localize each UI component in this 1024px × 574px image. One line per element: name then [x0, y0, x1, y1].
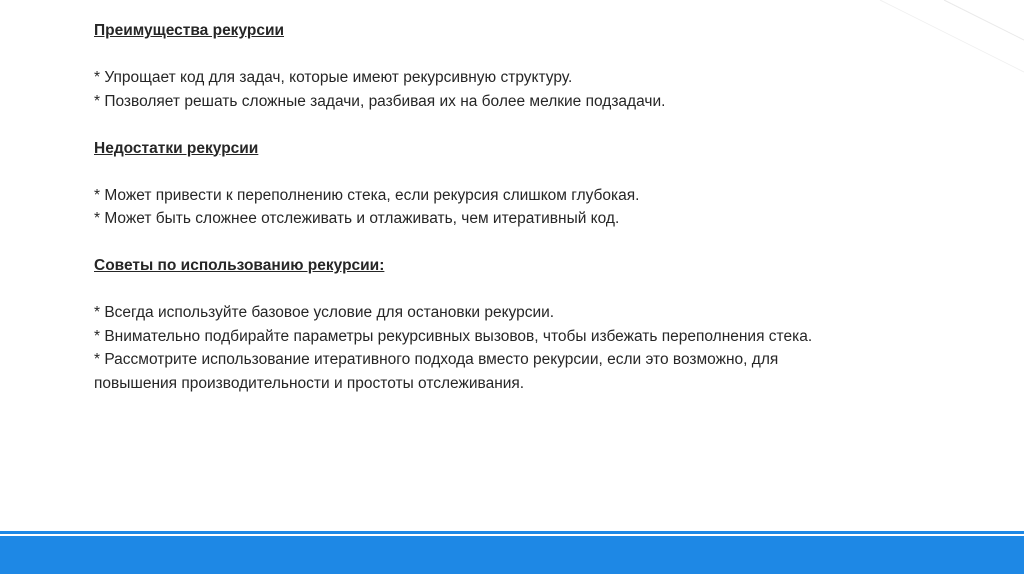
spacer — [94, 113, 994, 137]
spacer — [94, 278, 994, 302]
tips-item-1: * Всегда используйте базовое условие для остановки рекурсии. — [94, 304, 555, 321]
section-heading-advantages: Преимущества рекурсии — [94, 22, 285, 39]
disadvantages-item-2: * Может быть сложнее отслеживать и отлаживать, чем итеративный код. — [94, 210, 620, 227]
spacer — [94, 43, 994, 67]
section-heading-disadvantages: Недостатки рекурсии — [94, 139, 259, 157]
advantages-item-1: * Упрощает код для задач, которые имеют рекурсивную структуру. — [94, 69, 573, 86]
footer-bar — [0, 536, 1024, 574]
section-heading-tips: Советы по использованию рекурсии: — [94, 257, 385, 274]
footer-accent-line — [0, 531, 1024, 534]
disadvantages-item-1: * Может привести к переполнению стека, если рекурсия слишком глубокая. — [94, 186, 640, 204]
spacer — [94, 231, 994, 255]
advantages-item-2: * Позволяет решать сложные задачи, разбивая их на более мелкие подзадачи. — [94, 92, 666, 110]
spacer — [94, 160, 994, 184]
tips-item-3-continued: повышения производительности и простоты отслеживания. — [94, 374, 525, 392]
tips-item-3: * Рассмотрите использование итеративного подхода вместо рекурсии, если это возможно, для — [94, 351, 779, 368]
tips-item-2: * Внимательно подбирайте параметры рекурсивных вызовов, чтобы избежать переполнения стека. — [94, 327, 813, 345]
slide-content — [94, 19, 994, 395]
